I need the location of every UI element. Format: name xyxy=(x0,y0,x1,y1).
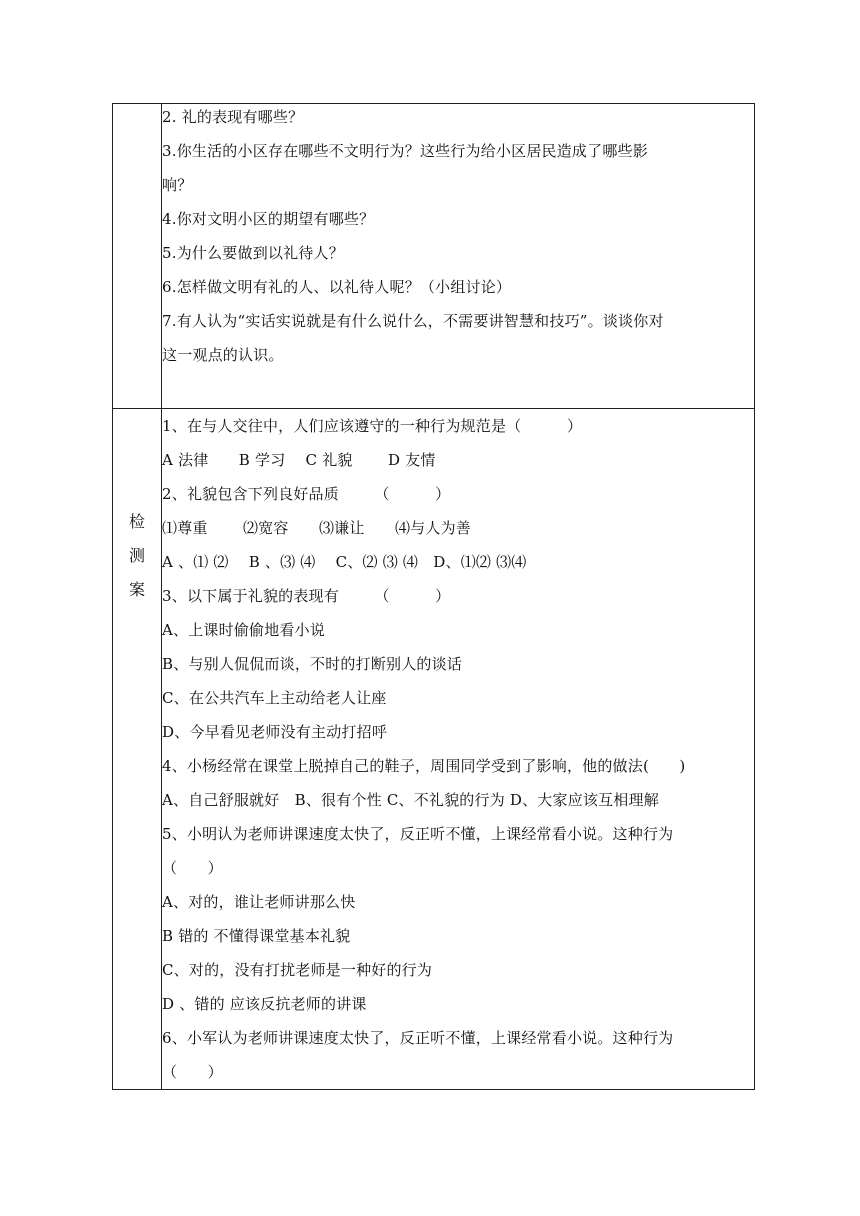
test-line: 1、在与人交往中，人们应该遵守的一种行为规范是（ ） xyxy=(162,417,583,435)
question-line: 5.为什么要做到以礼待人？ xyxy=(162,244,344,262)
test-line: A、对的，谁让老师讲那么快 xyxy=(162,893,356,911)
label-char: 测 xyxy=(128,546,145,565)
test-line: A、上课时偷偷地看小说 xyxy=(162,621,326,639)
test-line: B 错的 不懂得课堂基本礼貌 xyxy=(162,927,351,945)
test-line: （ ） xyxy=(162,1063,223,1081)
discussion-questions xyxy=(162,104,755,409)
test-line: A 法律 B 学习 C 礼貌 D 友情 xyxy=(162,451,436,469)
question-line: 4.你对文明小区的期望有哪些？ xyxy=(162,210,375,228)
question-line: 响？ xyxy=(162,176,193,194)
question-line: 2. 礼的表现有哪些？ xyxy=(162,108,304,126)
label-char: 检 xyxy=(128,512,145,531)
test-line: A、自己舒服就好 B、很有个性 C、不礼貌的行为 D、大家应该互相理解 xyxy=(162,791,659,809)
test-line: 6、小军认为老师讲课速度太快了，反正听不懂，上课经常看小说。这种行为 xyxy=(162,1029,674,1047)
test-section-label xyxy=(113,505,161,607)
test-line: B、与别人侃侃而谈，不时的打断别人的谈话 xyxy=(162,655,463,673)
question-line: 这一观点的认识。 xyxy=(162,346,284,364)
test-line: ⑴尊重 ⑵宽容 ⑶谦让 ⑷与人为善 xyxy=(162,519,471,537)
test-line: 3、以下属于礼貌的表现有 （ ） xyxy=(162,587,451,605)
test-label-cell xyxy=(113,409,162,1090)
discussion-label-cell xyxy=(113,104,162,409)
question-line: 7.有人认为“实话实说就是有什么说什么，不需要讲智慧和技巧”。谈谈你对 xyxy=(162,312,664,330)
worksheet-table xyxy=(112,103,755,1090)
test-questions xyxy=(162,409,755,1090)
test-line: D、今早看见老师没有主动打招呼 xyxy=(162,723,388,741)
test-line: （ ） xyxy=(162,859,223,877)
test-line: C、在公共汽车上主动给老人让座 xyxy=(162,689,387,707)
test-row xyxy=(113,409,755,1090)
test-line: C、对的，没有打扰老师是一种好的行为 xyxy=(162,961,433,979)
label-char: 案 xyxy=(128,580,145,599)
test-line: 5、小明认为老师讲课速度太快了，反正听不懂，上课经常看小说。这种行为 xyxy=(162,825,674,843)
question-line: 3.你生活的小区存在哪些不文明行为？这些行为给小区居民造成了哪些影 xyxy=(162,142,648,160)
test-line: A 、⑴ ⑵ B 、⑶ ⑷ C、⑵ ⑶ ⑷ D、⑴⑵ ⑶⑷ xyxy=(162,553,527,571)
test-line: 2、礼貌包含下列良好品质 （ ） xyxy=(162,485,451,503)
discussion-row xyxy=(113,104,755,409)
test-line: 4、小杨经常在课堂上脱掉自己的鞋子，周围同学受到了影响，他的做法( ) xyxy=(162,757,686,775)
question-line: 6.怎样做文明有礼的人、以礼待人呢？（小组讨论） xyxy=(162,278,512,296)
test-line: D 、错的 应该反抗老师的讲课 xyxy=(162,995,367,1013)
